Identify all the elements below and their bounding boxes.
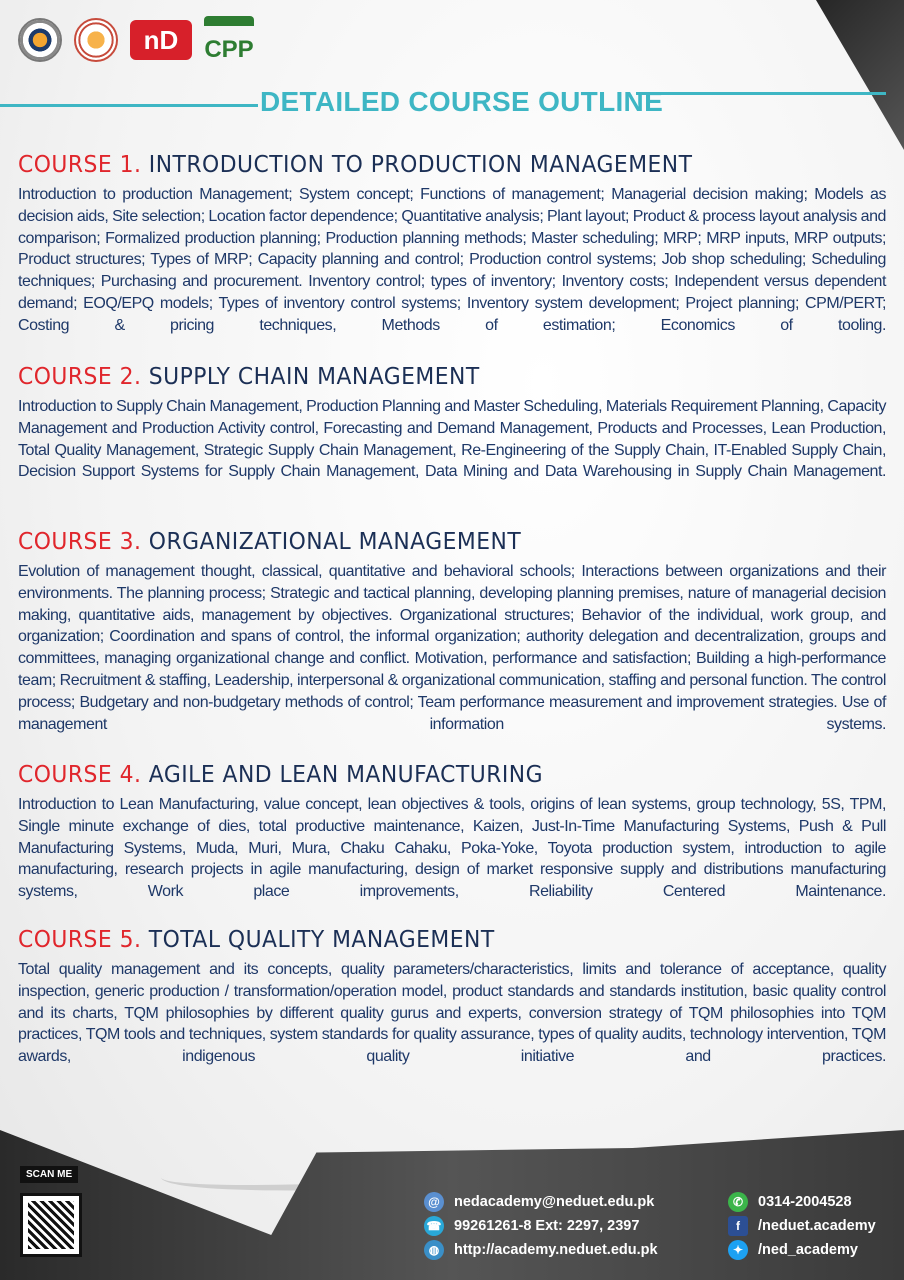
course-section	[18, 927, 886, 1068]
course-title: AGILE AND LEAN MANUFACTURING	[148, 762, 544, 788]
course-number: COURSE 3.	[18, 529, 142, 555]
course-heading	[18, 529, 843, 555]
globe-icon: ◍	[424, 1240, 444, 1260]
contact-list-right	[728, 1190, 876, 1262]
course-title: SUPPLY CHAIN MANAGEMENT	[148, 364, 480, 390]
contact-list-left	[424, 1190, 658, 1262]
course-description: Evolution of management thought, classical, quantitative and behavioral schools; Interactions between organizations and their environments. The planning process; Strategic and tactical planning, developing planning premises, nature of managerial decision making, quantitative aids, management by objectives. Organizational structures; Behavior of the individual, work group, and organization; Coordination and spans of control, the informal organization; authority delegation and decentralization, groups and committees, managing organizational change and conflict. Motivation, performance and satisfaction; Building a high-performance team; Recruitment & staffing, Leadership, interpersonal & organizational communication, staffing and personal function. The control process; Budgetary and non-budgetary methods of control; Team performance measurement and improvement strategies. Use of management information systems.	[18, 563, 886, 733]
course-number: COURSE 5.	[18, 927, 142, 953]
course-description: Total quality management and its concepts, quality parameters/characteristics, limits and tolerance of acceptance, quality inspection, generic production / transformation/operation model, product standards and standards institution, basic quality control and its charts, TQM philosophies by different quality gurus and experts, conversion strategy of TQM philosophies into TQM practices, TQM tools and techniques, system standards for quality assurance, types of quality audits, technology intervention, TQM awards, indigenous quality initiative and practices.	[18, 961, 886, 1066]
course-heading	[18, 152, 843, 178]
logo-strip	[18, 16, 254, 64]
course-description: Introduction to production Management; System concept; Functions of management; Managerial decision making; Models as decision aids, Site selection; Location factor dependence; Quantitative analysis; Plant layout; Product & process layout analysis and comparison; Formalized production planning; Production planning methods; Master scheduling; MRP; MRP inputs, MRP outputs; Product structures; Types of MRP; Capacity planning and control; Production control systems; Job shop scheduling; Scheduling techniques; Purchasing and procurement. Inventory control; types of inventory; Inventory costs; Independent versus dependent demand; EOQ/EPQ models; Types of inventory control systems; Inventory system development; Project planning; CPM/PERT; Costing & pricing techniques, Methods of estimation; Economics of tooling.	[18, 186, 886, 334]
ned-university-logo	[18, 18, 62, 62]
course-title: ORGANIZATIONAL MANAGEMENT	[148, 529, 522, 555]
qr-code[interactable]	[20, 1193, 82, 1257]
course-description: Introduction to Lean Manufacturing, value concept, lean objectives & tools, origins of lean systems, group technology, 5S, TPM, Single minute exchange of dies, total productive maintenance, Kaizen, Just-In-Time Manufacturing Systems, Push & Pull Manufacturing Systems, Muda, Muri, Mura, Chaku Cahaku, Poka-Yoke, Toyota production system, introduction to agile manufacturing, research projects in agile manufacturing, design of market responsive supply and distributions manufacturing systems, Work place improvements, Reliability Centered Maintenance.	[18, 796, 886, 901]
email-icon: @	[424, 1192, 444, 1212]
facebook-link[interactable]: /neduet.academy	[758, 1218, 876, 1234]
twitter-link[interactable]: /ned_academy	[758, 1242, 858, 1258]
course-title: INTRODUCTION TO PRODUCTION MANAGEMENT	[148, 152, 693, 178]
course-number: COURSE 1.	[18, 152, 142, 178]
ned-academy-logo: nD	[130, 20, 192, 60]
email-link[interactable]: nedacademy@neduet.edu.pk	[454, 1194, 655, 1210]
phone-icon: ☎	[424, 1216, 444, 1236]
course-number: COURSE 2.	[18, 364, 142, 390]
course-heading	[18, 927, 843, 953]
course-number: COURSE 4.	[18, 762, 142, 788]
website-link[interactable]: http://academy.neduet.edu.pk	[454, 1242, 658, 1258]
whatsapp-number: 0314-2004528	[758, 1194, 852, 1210]
course-section	[18, 364, 886, 483]
course-section	[18, 152, 886, 337]
twitter-icon: ✦	[728, 1240, 748, 1260]
course-description: Introduction to Supply Chain Management, Production Planning and Master Scheduling, Materials Requirement Planning, Capacity Management and Production Activity control, Forecasting and Demand Management, Products and Processes, Lean Production, Total Quality Management, Strategic Supply Chain Management, Re-Engineering of the Supply Chain, IT-Enabled Supply Chain, Decision Support Systems for Supply Chain Management, Data Mining and Data Warehousing in Supply Chain Management.	[18, 398, 886, 481]
course-section	[18, 762, 886, 903]
course-title: TOTAL QUALITY MANAGEMENT	[148, 927, 495, 953]
page-title: DETAILED COURSE OUTLINE	[260, 86, 664, 117]
scan-me-label: SCAN ME	[20, 1166, 78, 1183]
title-rule-right	[636, 92, 886, 95]
course-section	[18, 529, 886, 735]
ned-centenary-logo	[74, 18, 118, 62]
cpp-logo: CPP	[204, 16, 254, 64]
course-heading	[18, 762, 843, 788]
course-heading	[18, 364, 843, 390]
whatsapp-icon: ✆	[728, 1192, 748, 1212]
phone-number: 99261261-8 Ext: 2297, 2397	[454, 1218, 640, 1234]
title-rule-left	[0, 104, 258, 107]
facebook-icon: f	[728, 1216, 748, 1236]
